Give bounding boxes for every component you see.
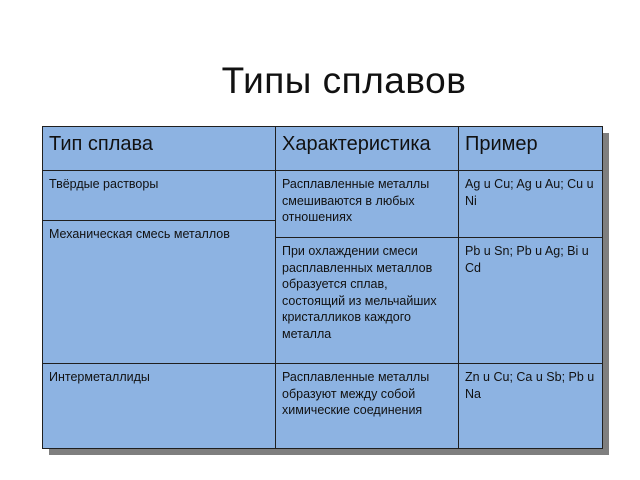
cell-type-3-text: Интерметаллиды [49, 370, 150, 384]
table-row [43, 364, 603, 449]
cell-example-3 [459, 364, 603, 449]
cell-type-1-text: Твёрдые растворы [49, 177, 159, 191]
cell-characteristic-3 [276, 364, 459, 449]
header-cell-example-text: Пример [465, 133, 538, 155]
alloy-types-table [42, 126, 603, 449]
table-row [43, 171, 603, 221]
cell-example-2 [459, 238, 603, 364]
header-cell-type [43, 127, 276, 171]
cell-example-3-text: Zn u Cu; Ca u Sb; Pb u Na [465, 370, 595, 401]
cell-type-2 [43, 221, 276, 364]
cell-example-1-text: Ag u Cu; Ag u Au; Cu u Ni [465, 177, 594, 208]
cell-type-3 [43, 364, 276, 449]
cell-type-1 [43, 171, 276, 221]
cell-example-2-text: Pb u Sn; Pb u Ag; Bi u Cd [465, 244, 589, 275]
slide-title: Типы сплавов [221, 60, 467, 101]
table-row [43, 127, 603, 162]
header-cell-type-text: Тип сплава [49, 133, 154, 155]
cell-characteristic-1-text: Расплавленные металлы смешиваются в любых отношениях [282, 177, 430, 224]
cell-characteristic-1 [276, 171, 459, 238]
cell-example-1 [459, 171, 603, 238]
header-cell-characteristic-text: Характеристика [282, 133, 431, 155]
header-cell-characteristic [276, 127, 459, 171]
cell-type-2-text: Механическая смесь металлов [49, 227, 230, 241]
cell-characteristic-2 [276, 238, 459, 364]
cell-characteristic-2-text: При охлаждении смеси расплавленных металлов образуется сплав, состоящий из мельчайших кристалликов каждого металла [282, 244, 437, 341]
cell-characteristic-3-text: Расплавленные металлы образуют между собой химические соединения [282, 370, 430, 417]
header-cell-example [459, 127, 603, 171]
